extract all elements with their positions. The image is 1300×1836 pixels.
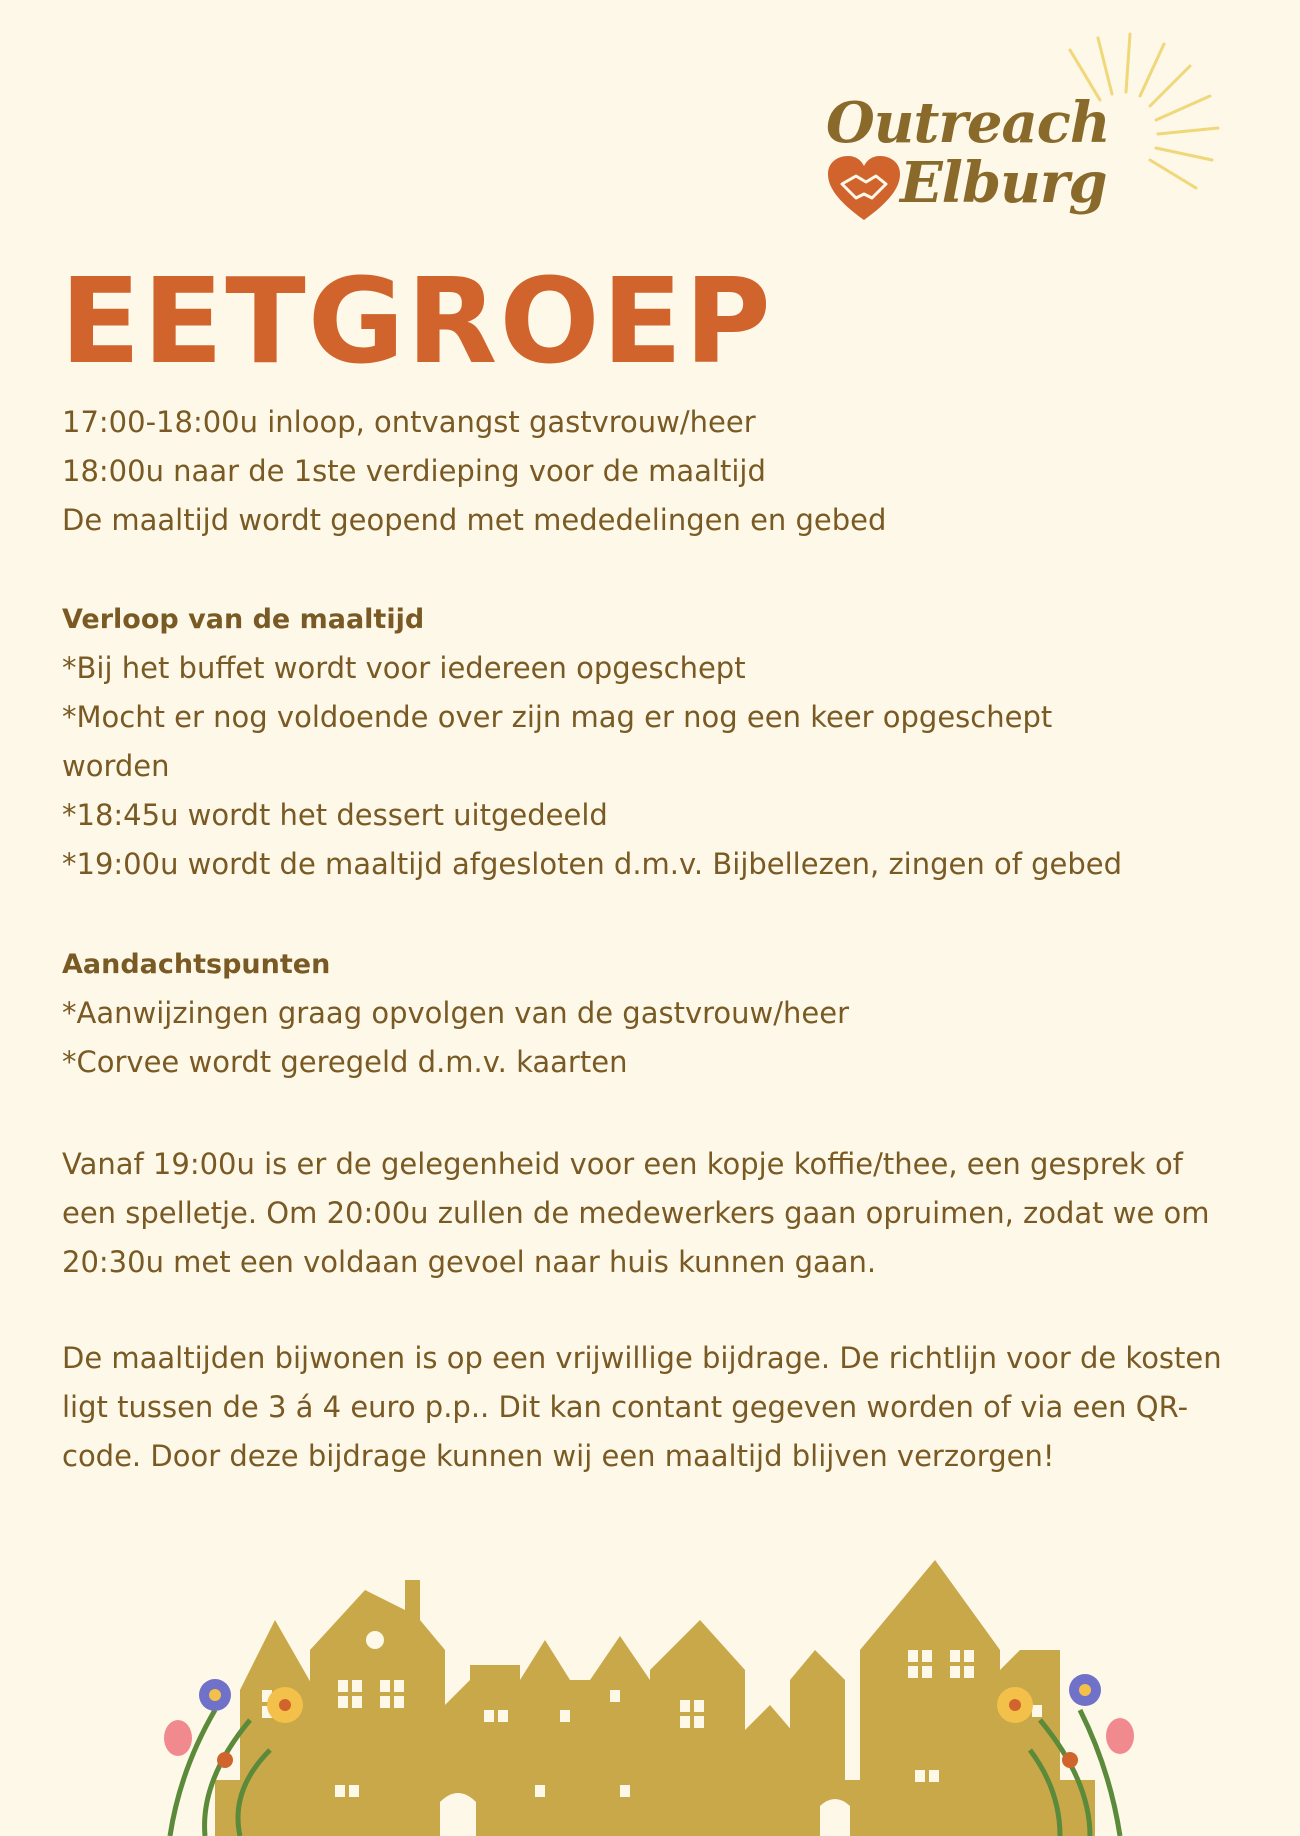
- vanaf-paragraph: [62, 1140, 1222, 1287]
- intro-line: 18:00u naar de 1ste verdieping voor de maaltijd: [62, 454, 766, 488]
- heart-handshake-icon: [826, 154, 902, 224]
- aandacht-heading: Aandachtspunten: [62, 949, 331, 980]
- verloop-item: *Bij het buffet wordt voor iedereen opgeschept: [62, 651, 746, 685]
- town-houses-illustration: [0, 1540, 1300, 1836]
- aandacht-item: *Corvee wordt geregeld d.m.v. kaarten: [62, 1045, 628, 1079]
- vanaf-text: Vanaf 19:00u is er de gelegenheid voor een kopje koffie/thee, een gesprek of een spelletje. Om 20:00u zullen de medewerkers gaan opruimen, zodat we om 20:30u met een voldaan gevoel naar huis kunnen gaan.: [62, 1147, 1210, 1279]
- verloop-block: [62, 595, 1222, 889]
- intro-line: De maaltijd wordt geopend met mededelingen en gebed: [62, 503, 887, 537]
- aandacht-item: *Aanwijzingen graag opvolgen van de gastvrouw/heer: [62, 996, 849, 1030]
- logo-text-elburg: Elburg: [900, 150, 1107, 216]
- page-title: EETGROEP: [60, 252, 773, 390]
- intro-block: [62, 398, 1222, 545]
- verloop-item: *Mocht er nog voldoende over zijn mag er nog een keer opgeschept worden: [62, 700, 1053, 783]
- logo-text-outreach: Outreach: [826, 90, 1110, 156]
- verloop-heading: Verloop van de maaltijd: [62, 604, 425, 635]
- intro-line: 17:00-18:00u inloop, ontvangst gastvrouw/heer: [62, 405, 756, 439]
- outreach-elburg-logo: [820, 30, 1240, 230]
- verloop-item: *19:00u wordt de maaltijd afgesloten d.m.v. Bijbellezen, zingen of gebed: [62, 847, 1123, 881]
- bijdrage-paragraph: [62, 1334, 1222, 1481]
- aandacht-block: [62, 940, 1222, 1087]
- bijdrage-text: De maaltijden bijwonen is op een vrijwillige bijdrage. De richtlijn voor de kosten ligt tussen de 3 á 4 euro p.p.. Dit kan contant gegeven worden of via een QR-code. Door deze bijdrage kunnen wij een maaltijd blijven verzorgen!: [62, 1341, 1222, 1473]
- verloop-item: *18:45u wordt het dessert uitgedeeld: [62, 798, 608, 832]
